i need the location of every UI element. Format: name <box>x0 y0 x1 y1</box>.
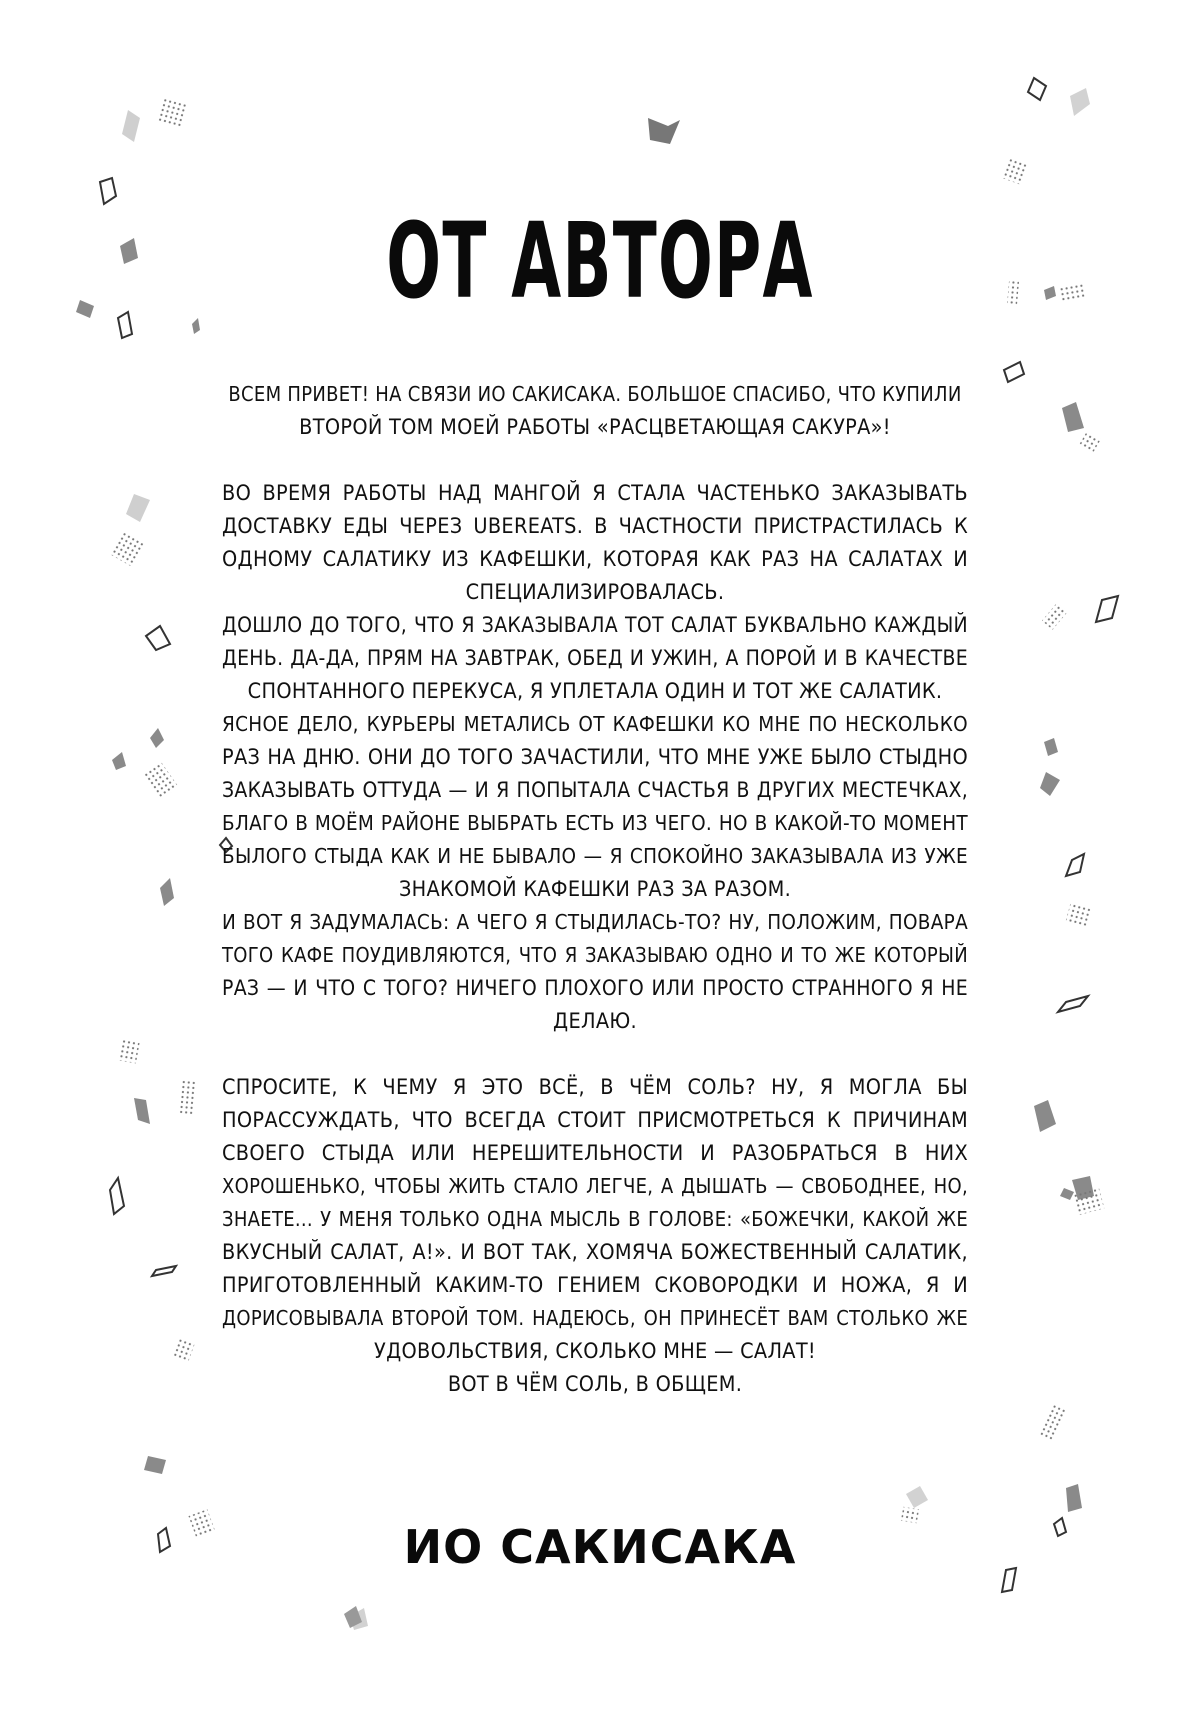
text-line: ЯСНОЕ ДЕЛО, КУРЬЕРЫ МЕТАЛИСЬ ОТ КАФЕШКИ КО МНЕ ПО НЕСКОЛЬКО <box>222 712 968 736</box>
text-line: ЗНАЕТЕ... У МЕНЯ ТОЛЬКО ОДНА МЫСЛЬ В ГОЛОВЕ: «БОЖЕЧКИ, КАКОЙ ЖЕ <box>222 1207 968 1231</box>
text-line: ЗАКАЗЫВАТЬ ОТТУДА — И Я ПОПЫТАЛА СЧАСТЬЯ В ДРУГИХ МЕСТЕЧКАХ, <box>222 778 968 802</box>
text-line: ТОГО КАФЕ ПОУДИВЛЯЮТСЯ, ЧТО Я ЗАКАЗЫВАЮ ОДНО И ТО ЖЕ КОТОРЫЙ <box>222 943 968 967</box>
text-line: РАЗ НА ДНЮ. ОНИ ДО ТОГО ЗАЧАСТИЛИ, ЧТО МНЕ УЖЕ БЫЛО СТЫДНО <box>222 745 968 770</box>
paragraph <box>222 477 968 1038</box>
confetti-scrap <box>122 110 150 522</box>
confetti-scrap <box>76 238 200 1474</box>
text-line: ЗНАКОМОЙ КАФЕШКИ РАЗ ЗА РАЗОМ. <box>398 877 792 902</box>
paragraph <box>222 378 968 444</box>
text-line: ОДНОМУ САЛАТИКУ ИЗ КАФЕШКИ, КОТОРАЯ КАК РАЗ НА САЛАТАХ И <box>222 547 968 572</box>
text-line: ПРИГОТОВЛЕННЫЙ КАКИМ-ТО ГЕНИЕМ СКОВОРОДКИ И НОЖА, Я И <box>222 1273 968 1298</box>
text-line: БЫЛОГО СТЫДА КАК И НЕ БЫВАЛО — Я СПОКОЙНО ЗАКАЗЫВАЛА ИЗ УЖЕ <box>222 844 968 868</box>
text-line: ДОРИСОВЫВАЛА ВТОРОЙ ТОМ. НАДЕЮСЬ, ОН ПРИНЕСЁТ ВАМ СТОЛЬКО ЖЕ <box>222 1306 968 1330</box>
text-line: СПРОСИТЕ, К ЧЕМУ Я ЭТО ВСЁ, В ЧЁМ СОЛЬ? НУ, Я МОГЛА БЫ <box>222 1075 968 1100</box>
text-line: ДОШЛО ДО ТОГО, ЧТО Я ЗАКАЗЫВАЛА ТОТ САЛАТ БУКВАЛЬНО КАЖДЫЙ <box>222 613 968 637</box>
text-line: ДЕНЬ. ДА-ДА, ПРЯМ НА ЗАВТРАК, ОБЕД И УЖИН, А ПОРОЙ И В КАЧЕСТВЕ <box>222 646 968 670</box>
text-line: СПОНТАННОГО ПЕРЕКУСА, Я УПЛЕТАЛА ОДИН И ТОТ ЖЕ САЛАТИК. <box>247 679 943 704</box>
page-title: ОТ АВТОРА <box>386 200 814 322</box>
text-line: ВОТ В ЧЁМ СОЛЬ, В ОБЩЕМ. <box>447 1372 743 1397</box>
confetti-scrap <box>1034 286 1094 1512</box>
paragraph <box>222 1071 968 1401</box>
text-line: СВОЕГО СТЫДА ИЛИ НЕРЕШИТЕЛЬНОСТИ И РАЗОБРАТЬСЯ В НИХ <box>222 1141 968 1166</box>
text-line: СПЕЦИАЛИЗИРОВАЛАСЬ. <box>465 580 725 605</box>
text-line: ХОРОШЕНЬКО, ЧТОБЫ ЖИТЬ СТАЛО ЛЕГЧЕ, А ДЫШАТЬ — СВОБОДНЕЕ, НО, <box>222 1174 968 1198</box>
text-line: УДОВОЛЬСТВИЯ, СКОЛЬКО МНЕ — САЛАТ! <box>374 1339 816 1364</box>
author-signature: ИО САКИСАКА <box>403 1520 797 1574</box>
author-note-text <box>222 378 968 1434</box>
confetti-scrap <box>100 178 232 1552</box>
confetti-scrap <box>1002 78 1118 1592</box>
text-line: ВО ВРЕМЯ РАБОТЫ НАД МАНГОЙ Я СТАЛА ЧАСТЕНЬКО ЗАКАЗЫВАТЬ <box>222 481 968 506</box>
text-line: ПОРАССУЖДАТЬ, ЧТО ВСЕГДА СТОИТ ПРИСМОТРЕТЬСЯ К ПРИЧИНАМ <box>222 1108 968 1133</box>
text-line: ВТОРОЙ ТОМ МОЕЙ РАБОТЫ «РАСЦВЕТАЮЩАЯ САКУРА»! <box>299 415 891 440</box>
text-line: ДЕЛАЮ. <box>553 1009 637 1034</box>
confetti-scrap <box>648 118 680 144</box>
text-line: БЛАГО В МОЁМ РАЙОНЕ ВЫБРАТЬ ЕСТЬ ИЗ ЧЕГО. НО В КАКОЙ-ТО МОМЕНТ <box>222 811 968 835</box>
text-line: ВКУСНЫЙ САЛАТ, А!». И ВОТ ТАК, ХОМЯЧА БОЖЕСТВЕННЫЙ САЛАТИК, <box>222 1240 968 1265</box>
text-line: ДОСТАВКУ ЕДЫ ЧЕРЕЗ UBEREATS. В ЧАСТНОСТИ ПРИСТРАСТИЛАСЬ К <box>222 514 968 539</box>
text-line: РАЗ — И ЧТО С ТОГО? НИЧЕГО ПЛОХОГО ИЛИ ПРОСТО СТРАННОГО Я НЕ <box>222 976 968 1000</box>
text-line: ВСЕМ ПРИВЕТ! НА СВЯЗИ ИО САКИСАКА. БОЛЬШОЕ СПАСИБО, ЧТО КУПИЛИ <box>228 382 962 406</box>
text-line: И ВОТ Я ЗАДУМАЛАСЬ: А ЧЕГО Я СТЫДИЛАСЬ-ТО? НУ, ПОЛОЖИМ, ПОВАРА <box>222 910 968 934</box>
